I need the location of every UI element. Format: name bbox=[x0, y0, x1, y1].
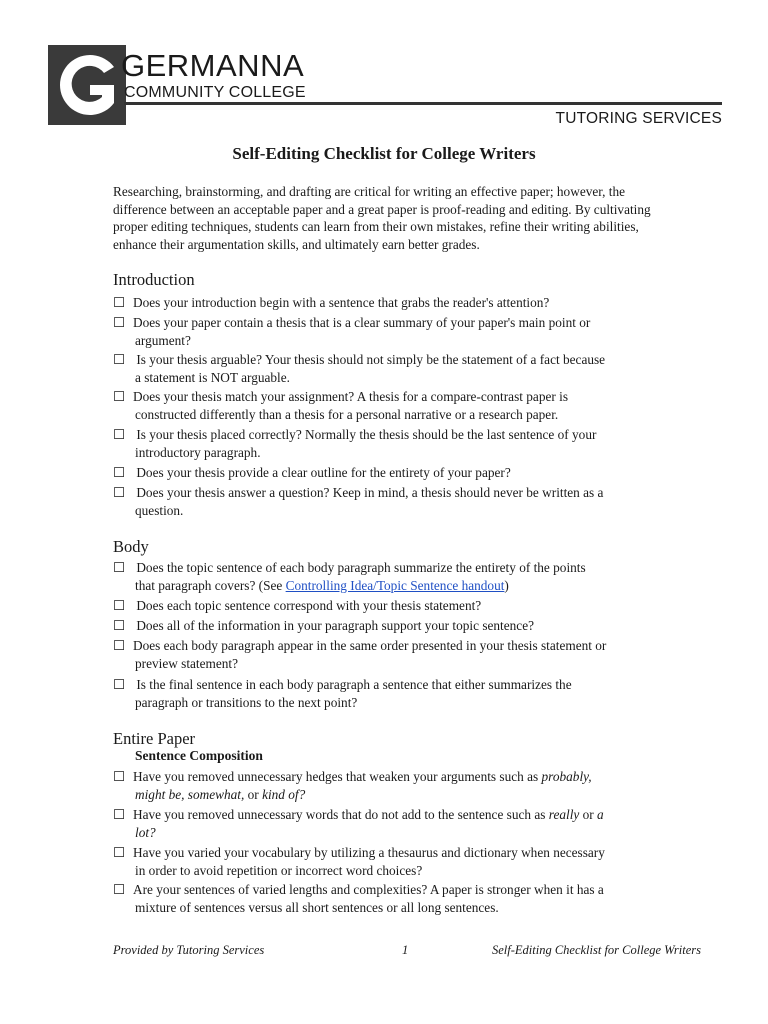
checklist-item: ☐ Does all of the information in your paragraph support your topic sentence? bbox=[113, 618, 535, 633]
checkbox-icon[interactable]: ☐ bbox=[113, 618, 125, 633]
checklist-item: ☐ Does your thesis answer a question? Keep in mind, a thesis should never be written as a question. bbox=[113, 485, 604, 518]
checkbox-icon[interactable]: ☐ bbox=[113, 465, 125, 480]
checkbox-icon[interactable]: ☐ bbox=[113, 845, 125, 860]
footer-document-name: Self-Editing Checklist for College Writers bbox=[491, 943, 701, 957]
section-heading-body: Body bbox=[113, 537, 149, 556]
checkbox-icon[interactable]: ☐ bbox=[113, 638, 125, 653]
checklist-item: ☐ Are your sentences of varied lengths and complexities? A paper is stronger when it has a mixture of sentences versus all short sentences or all long sentences. bbox=[113, 882, 604, 915]
checklist-item: ☐ Have you removed unnecessary words that do not add to the sentence such as really or a lot? bbox=[113, 807, 604, 840]
g-logo-icon bbox=[48, 45, 126, 125]
checkbox-icon[interactable]: ☐ bbox=[113, 807, 125, 822]
checklist-item: ☐ Does your thesis provide a clear outline for the entirety of your paper? bbox=[113, 465, 511, 480]
checklist-item: ☐ Does each body paragraph appear in the same order presented in your thesis statement or preview statement? bbox=[113, 638, 607, 671]
checklist-item: ☐ Does your paper contain a thesis that is a clear summary of your paper's main point or argument? bbox=[113, 315, 591, 348]
checklist-item: ☐ Is your thesis placed correctly? Normally the thesis should be the last sentence of your introductory paragraph. bbox=[113, 427, 597, 460]
checklist-item: ☐ Does your thesis match your assignment? A thesis for a compare-contrast paper is constructed differently than a thesis for a personal narrative or a research paper. bbox=[113, 389, 568, 422]
department-name: TUTORING SERVICES bbox=[555, 110, 722, 127]
section-heading-entire-paper: Entire Paper bbox=[113, 729, 196, 748]
checkbox-icon[interactable]: ☐ bbox=[113, 315, 125, 330]
footer-page-number: 1 bbox=[402, 943, 409, 957]
subheading-sentence-composition: Sentence Composition bbox=[135, 748, 263, 763]
checklist-item: ☐ Does the topic sentence of each body paragraph summarize the entirety of the points that paragraph covers? (See Controlling Idea/Topic Sentence handout) bbox=[113, 560, 586, 593]
checklist-item: ☐ Does each topic sentence correspond with your thesis statement? bbox=[113, 598, 482, 613]
college-logo bbox=[48, 45, 126, 125]
document-title: Self-Editing Checklist for College Writers bbox=[232, 144, 536, 163]
college-name: GERMANNA bbox=[121, 48, 305, 83]
checkbox-icon[interactable]: ☐ bbox=[113, 485, 125, 500]
intro-paragraph: Researching, brainstorming, and drafting are critical for writing an effective paper; however, the difference between an acceptable paper and a great paper is proof-reading and editing. By cultivating proper editing techniques, students can learn from their own mistakes, refine their writing abilities, enhance their argumentation skills, and ultimately earn better grades. bbox=[113, 184, 651, 252]
checklist-item: ☐ Have you removed unnecessary hedges that weaken your arguments such as probably, might be, somewhat, or kind of? bbox=[113, 769, 592, 802]
checkbox-icon[interactable]: ☐ bbox=[113, 560, 125, 575]
checkbox-icon[interactable]: ☐ bbox=[113, 882, 125, 897]
checklist-item: ☐ Have you varied your vocabulary by utilizing a thesaurus and dictionary when necessary in order to avoid repetition or incorrect word choices? bbox=[113, 845, 605, 878]
topic-sentence-handout-link[interactable]: Controlling Idea/Topic Sentence handout bbox=[285, 578, 505, 593]
checkbox-icon[interactable]: ☐ bbox=[113, 427, 125, 442]
checkbox-icon[interactable]: ☐ bbox=[113, 598, 125, 613]
header-divider bbox=[124, 102, 722, 105]
checkbox-icon[interactable]: ☐ bbox=[113, 677, 125, 692]
college-subtitle: COMMUNITY COLLEGE bbox=[124, 84, 306, 101]
checkbox-icon[interactable]: ☐ bbox=[113, 389, 125, 404]
footer-provider: Provided by Tutoring Services bbox=[113, 943, 265, 957]
checkbox-icon[interactable]: ☐ bbox=[113, 769, 125, 784]
checklist-item: ☐ Does your introduction begin with a sentence that grabs the reader's attention? bbox=[113, 295, 550, 310]
checkbox-icon[interactable]: ☐ bbox=[113, 295, 125, 310]
checkbox-icon[interactable]: ☐ bbox=[113, 352, 125, 367]
section-heading-introduction: Introduction bbox=[113, 270, 195, 289]
checklist-item: ☐ Is the final sentence in each body paragraph a sentence that either summarizes the paragraph or transitions to the next point? bbox=[113, 677, 572, 710]
checklist-item: ☐ Is your thesis arguable? Your thesis should not simply be the statement of a fact because a statement is NOT arguable. bbox=[113, 352, 606, 385]
